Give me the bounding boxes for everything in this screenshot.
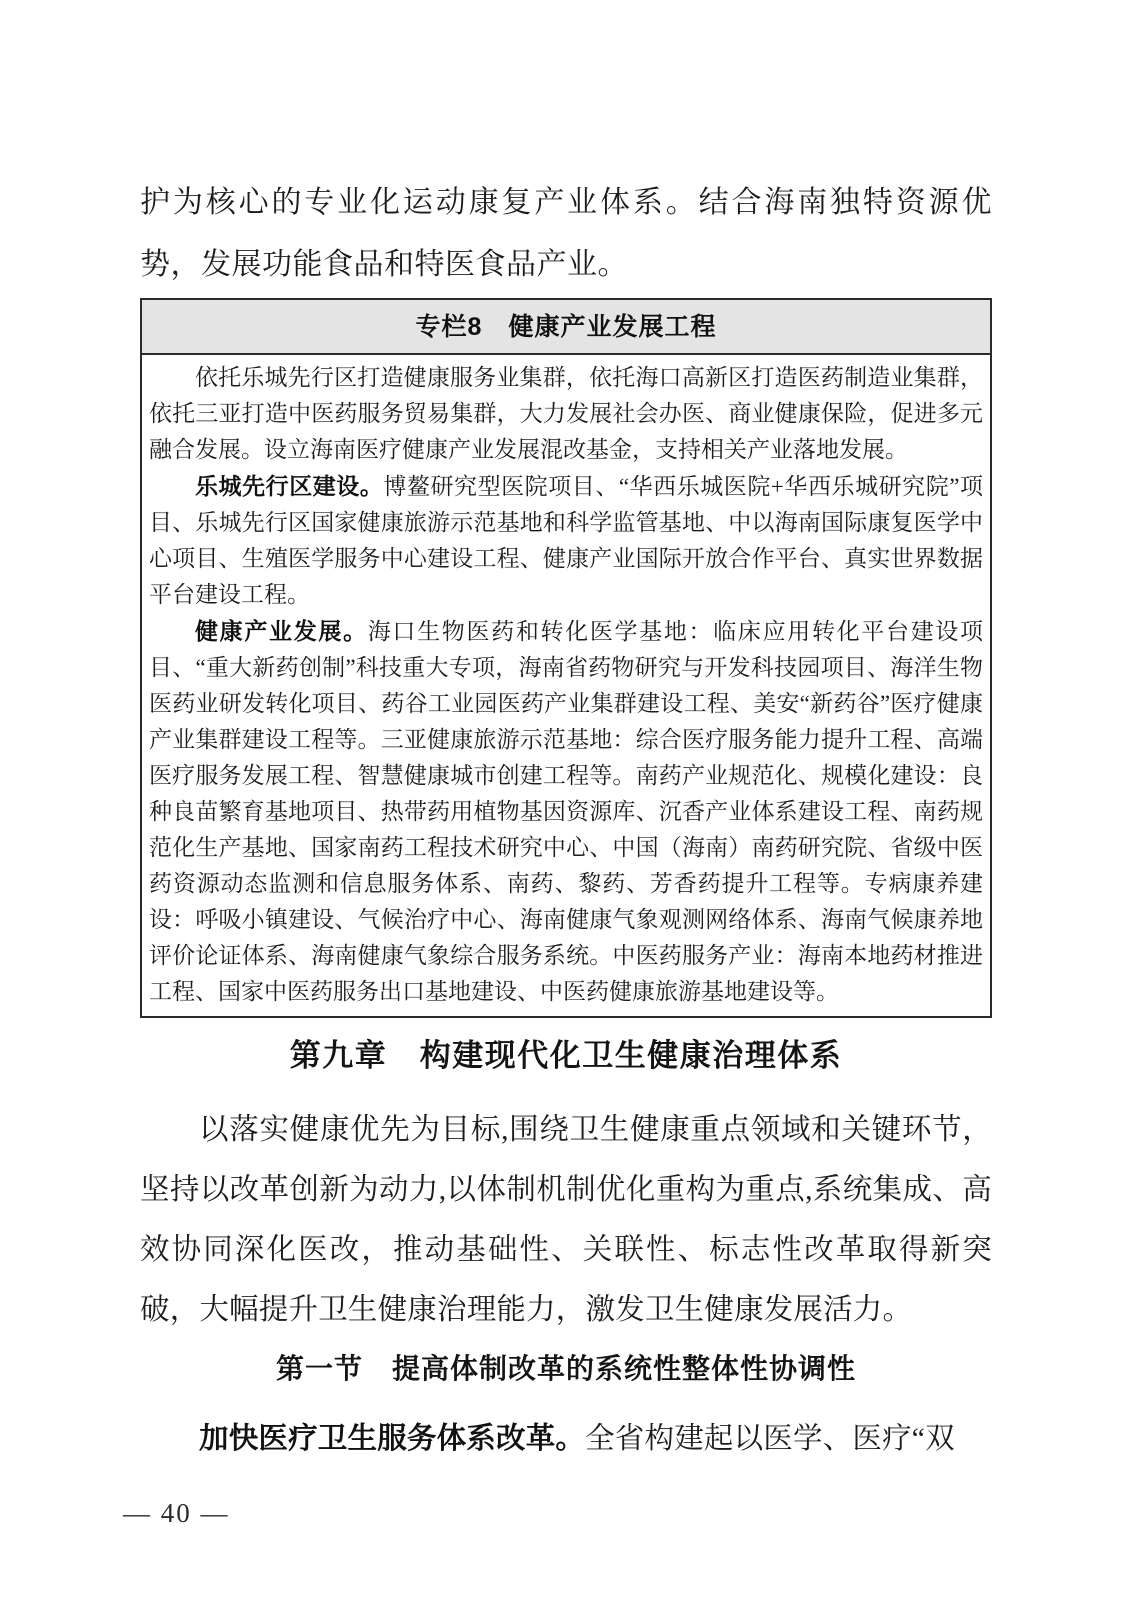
panel-body bbox=[142, 355, 990, 1016]
chapter-intro-paragraph: 以落实健康优先为目标,围绕卫生健康重点领域和关键环节，坚持以改革创新为动力,以体制机制优化重构为重点,系统集成、高效协同深化医改，推动基础性、关联性、标志性改革取得新突破，大幅提升卫生健康治理能力，激发卫生健康发展活力。 bbox=[140, 1114, 992, 1326]
panel-paragraph-overview bbox=[149, 359, 983, 468]
panel-paragraph-lead: 健康产业发展。 bbox=[195, 618, 368, 644]
panel-paragraph-industry bbox=[149, 613, 983, 1010]
intro-paragraph: 护为核心的专业化运动康复产业体系。结合海南独特资源优势，发展功能食品和特医食品产业。 bbox=[140, 186, 992, 281]
page-number: — 40 — bbox=[123, 1498, 230, 1528]
body-paragraph-text: 全省构建起以医学、医疗“双 bbox=[585, 1423, 955, 1455]
body-paragraph bbox=[140, 1408, 992, 1470]
body-paragraph-lead: 加快医疗卫生服务体系改革。 bbox=[199, 1422, 586, 1455]
panel-paragraph-text: 依托乐城先行区打造健康服务业集群，依托海口高新区打造医药制造业集群，依托三亚打造中医药服务贸易集群，大力发展社会办医、商业健康保险，促进多元融合发展。设立海南医疗健康产业发展混改基金，支持相关产业落地发展。 bbox=[149, 365, 983, 462]
panel-paragraph-text: 博鳌研究型医院项目、“华西乐城医院+华西乐城研究院”项目、乐城先行区国家健康旅游示范基地和科学监管基地、中以海南国际康复医学中心项目、生殖医学服务中心建设工程、健康产业国际开放合作平台、真实世界数据平台建设工程。 bbox=[149, 474, 984, 607]
section-heading: 第一节 提高体制改革的系统性整体性协调性 bbox=[275, 1354, 856, 1385]
panel-paragraph-text: 海口生物医药和转化医学基地：临床应用转化平台建设项目、“重大新药创制”科技重大专项，海南省药物研究与开发科技园项目、海洋生物医药业研发转化项目、药谷工业园医药产业集群建设工程、美安“新药谷”医疗健康产业集群建设工程等。三亚健康旅游示范基地：综合医疗服务能力提升工程、高端医疗服务发展工程、智慧健康城市创建工程等。南药产业规范化、规模化建设：良种良苗繁育基地项目、热带药用植物基因资源库、沉香产业体系建设工程、南药规范化生产基地、国家南药工程技术研究中心、中国（海南）南药研究院、省级中医药资源动态监测和信息服务体系、南药、黎药、芳香药提升工程等。专病康养建设：呼吸小镇建设、气候治疗中心、海南健康气象观测网络体系、海南气候康养地评价论证体系、海南健康气象综合服务系统。中医药服务产业：海南本地药材推进工程、国家中医药服务出口基地建设、中医药健康旅游基地建设等。 bbox=[149, 619, 984, 1004]
panel-box bbox=[140, 298, 992, 1018]
panel-title: 专栏8 健康产业发展工程 bbox=[142, 300, 990, 355]
panel-paragraph-lead: 乐城先行区建设。 bbox=[195, 473, 384, 499]
panel-paragraph-lecheng bbox=[149, 468, 983, 613]
chapter-heading: 第九章 构建现代化卫生健康治理体系 bbox=[289, 1038, 843, 1073]
